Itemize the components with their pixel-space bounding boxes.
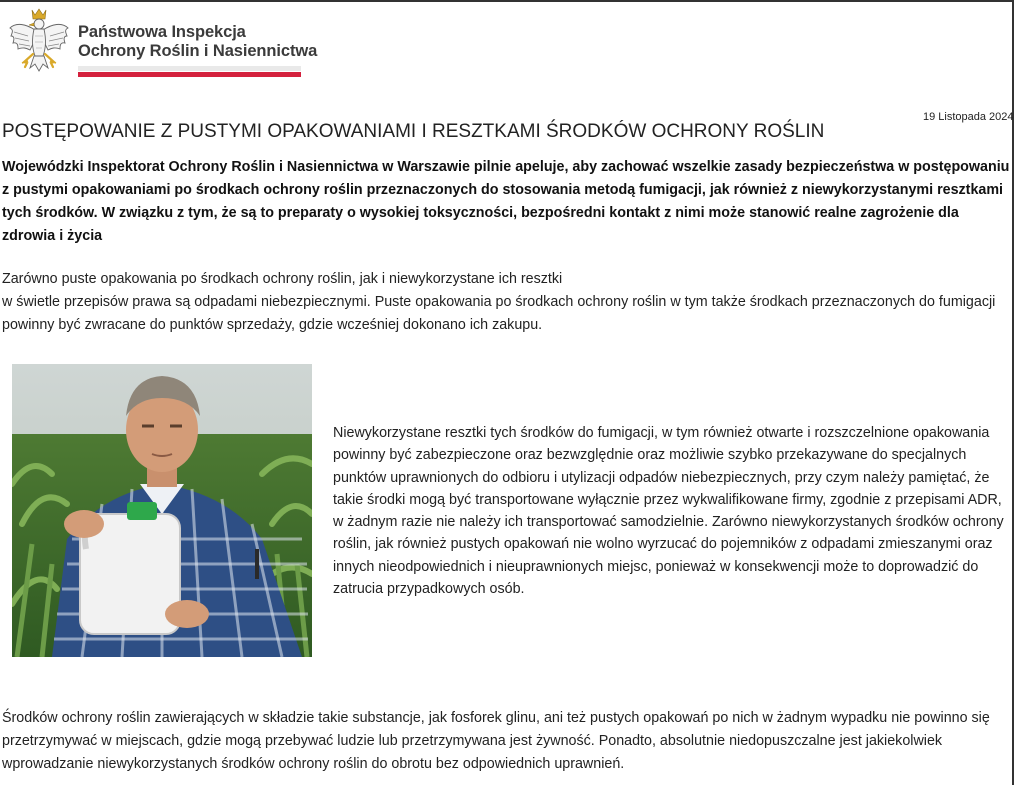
article-title: POSTĘPOWANIE Z PUSTYMI OPAKOWANIAMI I RESZTKAMI ŚRODKÓW OCHRONY ROŚLIN (2, 121, 825, 142)
top-border (0, 0, 1014, 2)
logo-text-line2: Ochrony Roślin i Nasiennictwa (78, 42, 318, 60)
logo-flag-white-stripe (78, 66, 301, 71)
paragraph-1-rest: w świetle przepisów prawa są odpadami niebezpiecznymi. Puste opakowania po środkach ochrony roślin w tym także środkach przeznaczonych do fumigacji powinny być zwracane do punktów sprzedaży, gdzie wcześniej dokonano ich zakupu. (2, 294, 996, 333)
article-paragraph-1 (2, 268, 1002, 337)
logo-flag-red-stripe (78, 72, 301, 77)
article-lead: Wojewódzki Inspektorat Ochrony Roślin i Nasiennictwa w Warszawie pilnie apeluje, aby zachować wszelkie zasady bezpieczeństwa w postępowaniu z pustymi opakowaniami po środkach ochrony roślin przeznaczonych do stosowania metodą fumigacji, jak również z niewykorzystanymi resztkami tych środków. W związku z tym, że są to preparaty o wysokiej toksyczności, bezpośredni kontakt z nimi może stanowić realne zagrożenie dla zdrowia i życia (2, 159, 1010, 244)
paragraph-1-first-line: Zarówno puste opakowania po środkach ochrony roślin, jak i niewykorzystane ich resztki (2, 271, 563, 287)
farmer-with-canister-image (12, 364, 312, 657)
article-photo (12, 364, 312, 657)
white-eagle-emblem-icon (8, 8, 70, 78)
article-paragraph-2: Niewykorzystane resztki tych środków do fumigacji, w tym również otwarte i rozszczelnione opakowania powinny być zabezpieczone oraz bezwzględnie oraz możliwie szybko przekazywane do specjalnych punktów uprawnionych do odbioru i utylizacji odpadów niebezpiecznych, przy czym należy pamiętać, że takie środki mogą być transportowane wyłącznie przez wykwalifikowane firmy, zgodnie z przepisami ADR, w żadnym razie nie należy ich transportować samodzielnie. Zarówno niewykorzystanych środków ochrony roślin, jak również pustych opakowań nie wolno wyrzucać do pojemników z odpadami zmieszanymi oraz innych nieodpowiednich i nieuprawnionych miejsc, ponieważ w konsekwencji może to doprowadzić do zatrucia przypadkowych osób. (333, 425, 1004, 598)
institution-logo[interactable] (8, 8, 318, 83)
logo-text-line1: Państwowa Inspekcja (78, 23, 246, 41)
publication-date: 19 Listopada 2024 (923, 111, 1014, 123)
article-paragraph-3: Środków ochrony roślin zawierających w składzie takie substancje, jak fosforek glinu, ani też pustych opakowań po nich w żadnym wypadku nie powinno się przetrzymywać w miejscach, gdzie mogą przebywać ludzie lub przetrzymywana jest żywność. Ponadto, absolutnie niedopuszczalne jest jakiekolwiek wprowadzanie niewykorzystanych środków ochrony roślin do obrotu bez odpowiednich uprawnień. (2, 710, 990, 772)
